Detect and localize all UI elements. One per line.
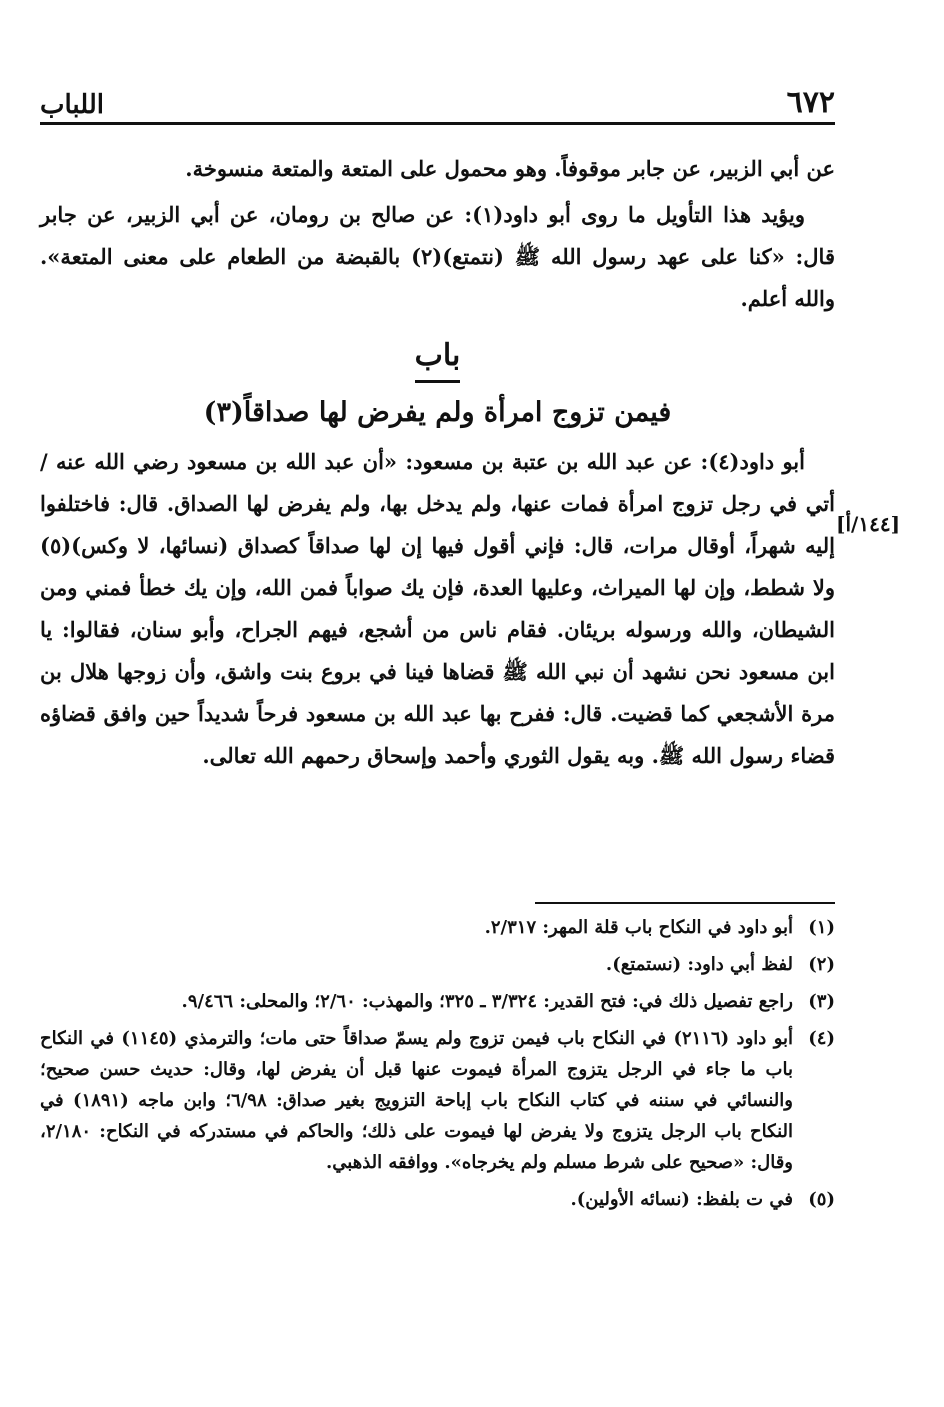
footnote-rule (535, 902, 835, 904)
footnote-text: أبو داود (٢١١٦) في النكاح باب فيمن تزوج ولم يسمّ صداقاً حتى مات؛ والترمذي (١١٤٥) في النكاح باب ما جاء في الرجل يتزوج المرأة فيموت عنها قبل أن يفرض لها، وقال: حديث حسن صحيح؛ والنسائي في سننه في كتاب النكاح باب إباحة التزويج بغير صداق: ٦/٩٨؛ وابن ماجه (١٨٩١) في النكاح باب الرجل يتزوج ولا يفرض لها فيموت على ذلك؛ والحاكم في مستدركه في النكاح: ٢/١٨٠، وقال: «صحيح على شرط مسلم ولم يخرجاه». ووافقه الذهبي. (40, 1028, 793, 1173)
footnotes (40, 912, 835, 1221)
manuscript-folio-marker: [١٤٤/أ] (836, 512, 901, 536)
footnote-text: في ت بلفظ: (نسائه الأولين). (570, 1189, 793, 1210)
footnote-1 (40, 912, 835, 943)
page-header (40, 78, 835, 120)
footnote-number: (١) (808, 917, 835, 938)
footnote-3 (40, 986, 835, 1017)
footnote-text: أبو داود في النكاح باب قلة المهر: ٢/٣١٧. (484, 917, 793, 938)
footnote-number: (٢) (808, 954, 835, 975)
footnote-number: (٤) (808, 1028, 835, 1049)
chapter-heading: باب (415, 336, 461, 383)
chapter-title: فيمن تزوج امرأة ولم يفرض لها صداقاً(٣) (203, 397, 672, 428)
footnote-number: (٣) (808, 991, 835, 1012)
footnote-number: (٥) (808, 1189, 835, 1210)
footnote-text: راجع تفصيل ذلك في: فتح القدير: ٣/٣٢٤ ـ ٣٢٥؛ والمهذب: ٢/٦٠؛ والمحلى: ٩/٤٦٦. (181, 991, 793, 1012)
main-text (40, 148, 835, 781)
footnote-4 (40, 1023, 835, 1178)
book-title: اللباب (40, 90, 104, 120)
paragraph-3: أبو داود(٤): عن عبد الله بن عتبة بن مسعود: «أن عبد الله بن مسعود رضي الله عنه / أتي في رجل تزوج امرأة فمات عنها، ولم يدخل بها، ولم يفرض لها الصداق. قال: فاختلفوا إليه شهراً، أوقال مرات، قال: فإني أقول فيها إن لها صداقاً كصداق (نسائها، لا وكس)(٥) ولا شطط، وإن لها الميراث، وعليها العدة، فإن يك صواباً فمن الله، وإن يك خطأ فمني ومن الشيطان، والله ورسوله بريئان. فقام ناس من أشجع، فيهم الجراح، وأبو سنان، فقالوا: يا ابن مسعود نحن نشهد أن نبي الله ﷺ قضاها فينا في بروع بنت واشق، وأن زوجها هلال بن مرة الأشجعي كما قضيت. قال: ففرح بها عبد الله بن مسعود فرحاً شديداً حين وافق قضاؤه قضاء رسول الله ﷺ. وبه يقول الثوري وأحمد وإسحاق رحمهم الله تعالى. (40, 449, 835, 768)
footnote-2 (40, 949, 835, 980)
page-number: ٦٧٢ (786, 85, 835, 120)
header-rule (40, 122, 835, 125)
footnote-text: لفظ أبي داود: (نستمتع). (605, 954, 793, 975)
paragraph-1: عن أبي الزبير، عن جابر موقوفاً. وهو محمول على المتعة والمتعة منسوخة. (185, 156, 835, 181)
paragraph-2: ويؤيد هذا التأويل ما روى أبو داود(١): عن صالح بن رومان، عن أبي الزبير، عن جابر قال: «كنا على عهد رسول الله ﷺ (نتمتع)(٢) بالقبضة من الطعام على معنى المتعة». والله أعلم. (40, 202, 835, 311)
footnote-5 (40, 1184, 835, 1215)
chapter-heading-block (40, 336, 835, 435)
